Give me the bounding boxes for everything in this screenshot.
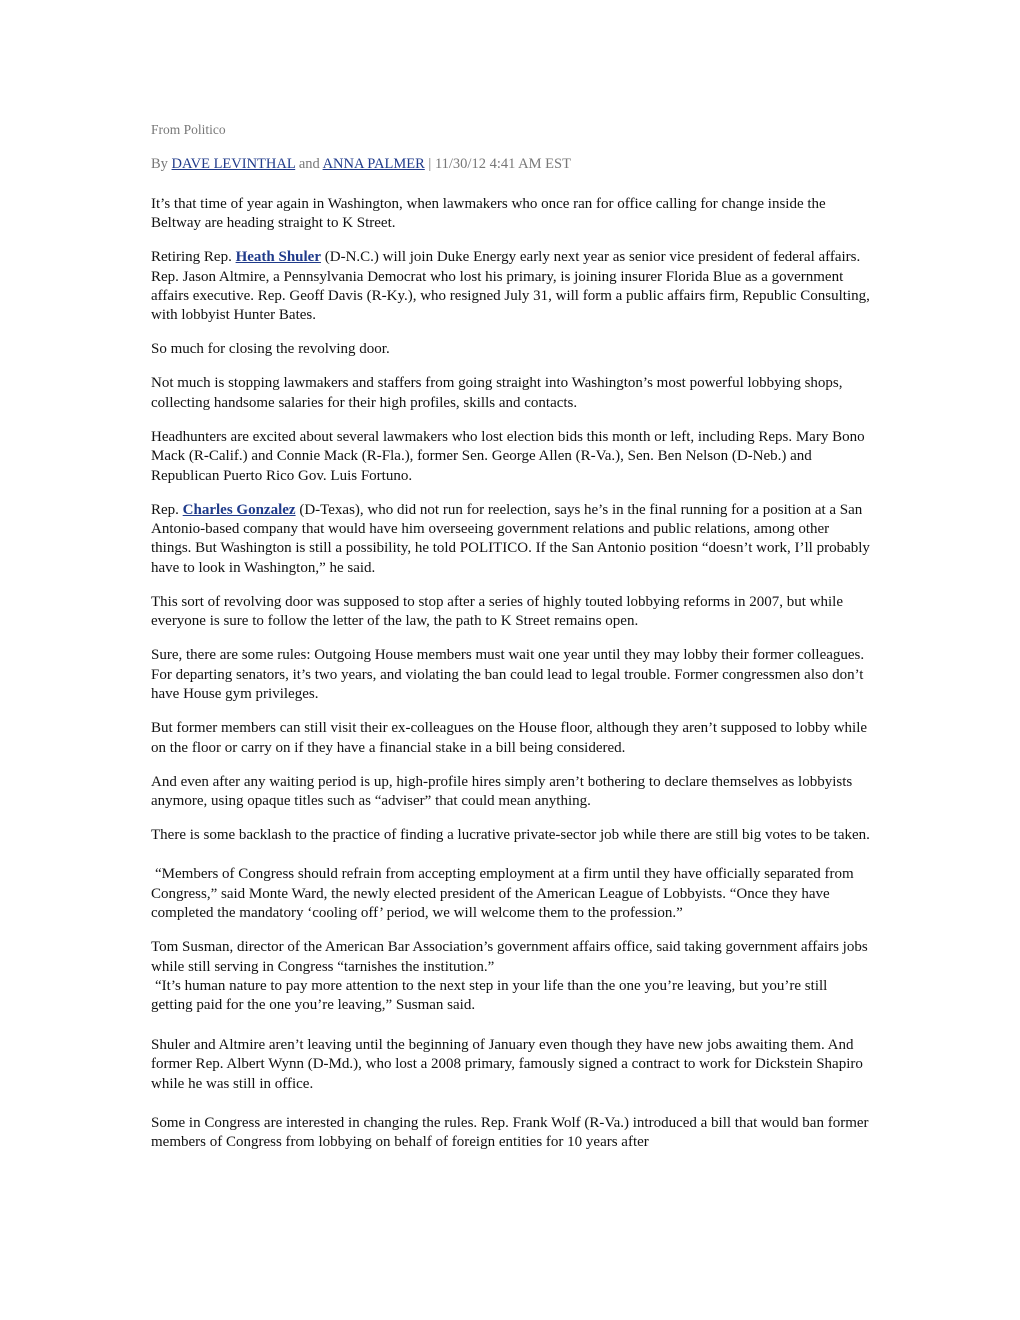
author-link-dave-levinthal[interactable]: DAVE LEVINTHAL xyxy=(171,156,296,173)
paragraph-1: It’s that time of year again in Washington, when lawmakers who once ran for office calling for change inside the Beltway are heading straight to K Street. xyxy=(151,195,826,232)
byline-separator: | xyxy=(428,156,432,173)
paragraph-6 xyxy=(151,501,871,579)
article xyxy=(151,120,871,1167)
quote-monte-ward: “Members of Congress should refrain from accepting employment at a firm until they have officially separated from Congress,” said Monte Ward, the newly elected president of the American League of Lobbyists. “Once they have completed the mandatory ‘cooling off’ period, we will welcome them to the profession.” xyxy=(151,866,854,922)
byline-and: and xyxy=(298,156,320,173)
charles-gonzalez-link[interactable]: Charles Gonzalez xyxy=(182,501,296,518)
paragraph-5: Headhunters are excited about several lawmakers who lost election bids this month or left, including Reps. Mary Bono Mack (R-Calif.) and Connie Mack (R-Fla.), former Sen. George Allen (R-Va.), Sen. Ben Nelson (D-Neb.) and Republican Puerto Rico Gov. Luis Fortuno. xyxy=(151,428,865,484)
paragraph-9: But former members can still visit their ex-colleagues on the House floor, although they aren’t supposed to lobby while on the floor or carry on if they have a financial stake in a bill being considered. xyxy=(151,720,868,756)
paragraph-2-pre: Retiring Rep. xyxy=(151,249,232,266)
paragraph-15: Shuler and Altmire aren’t leaving until the beginning of January even though they have new jobs awaiting them. And former Rep. Albert Wynn (D-Md.), who lost a 2008 primary, famously signed a contract to work for Dickstein Shapiro while he was still in office. xyxy=(151,1036,863,1092)
heath-shuler-link[interactable]: Heath Shuler xyxy=(235,249,322,266)
paragraph-4: Not much is stopping lawmakers and staffers from going straight into Washington’s most powerful lobbying shops, collecting handsome salaries for their high profiles, skills and contacts. xyxy=(151,375,843,411)
publish-date: 11/30/12 4:41 AM EST xyxy=(434,156,571,173)
paragraph-3: So much for closing the revolving door. xyxy=(151,341,390,358)
paragraph-16: Some in Congress are interested in changing the rules. Rep. Frank Wolf (R-Va.) introduced a bill that would ban former members of Congress from lobbying on behalf of foreign entities for 10 years after xyxy=(151,1114,869,1151)
paragraph-6-post: (D-Texas), who did not run for reelection, says he’s in the final running for a position at a San Antonio-based company that would have him overseeing government relations and public relations, among other things. But Washington is still a possibility, he told POLITICO. If the San Antonio position “doesn’t work, I’ll probably have to look in Washington,” he said. xyxy=(151,501,870,576)
paragraph-8: Sure, there are some rules: Outgoing House members must wait one year until they may lobby their former colleagues. For departing senators, it’s two years, and violating the ban could lead to legal trouble. Former congressmen also don’t have House gym privileges. xyxy=(151,647,865,703)
paragraph-11: There is some backlash to the practice of finding a lucrative private-sector job while there are still big votes to be taken. xyxy=(151,826,870,843)
byline-by: By xyxy=(151,156,168,173)
paragraph-2 xyxy=(151,248,871,326)
author-link-anna-palmer[interactable]: ANNA PALMER xyxy=(322,156,425,173)
paragraph-6-pre: Rep. xyxy=(151,501,179,518)
paragraph-2-post: (D-N.C.) will join Duke Energy early next year as senior vice president of federal affairs. Rep. Jason Altmire, a Pennsylvania Democrat who lost his primary, is joining insurer Florida Blue as a government affairs executive. Rep. Geoff Davis (R-Ky.), who resigned July 31, will form a public affairs firm, Republic Consulting, with lobbyist Hunter Bates. xyxy=(151,249,870,324)
paragraph-13: Tom Susman, director of the American Bar Association’s government affairs office, said taking government affairs jobs while still serving in Congress “tarnishes the institution.” xyxy=(151,939,868,975)
quote-susman: “It’s human nature to pay more attention to the next step in your life than the one you’re leaving, but you’re still getting paid for the one you’re leaving,” Susman said. xyxy=(151,977,828,1014)
byline xyxy=(151,155,871,174)
source-line: From Politico xyxy=(151,122,226,137)
paragraph-10: And even after any waiting period is up, high-profile hires simply aren’t bothering to declare themselves as lobbyists anymore, using opaque titles such as “adviser” that could mean anything. xyxy=(151,773,853,809)
paragraph-7: This sort of revolving door was supposed to stop after a series of highly touted lobbying reforms in 2007, but while everyone is sure to follow the letter of the law, the path to K Street remains open. xyxy=(151,593,843,630)
